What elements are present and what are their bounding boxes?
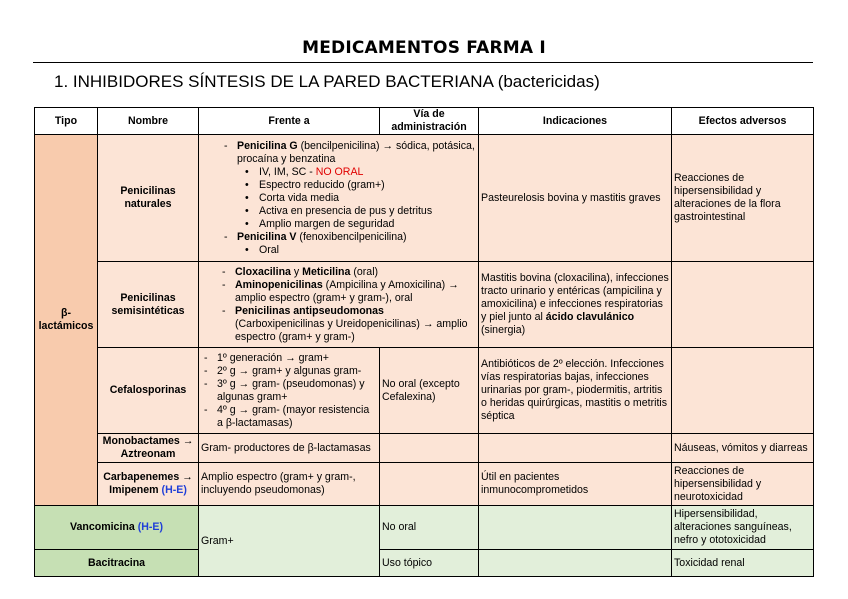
indicaciones-bacitracina: [479, 550, 672, 577]
table-row: [35, 463, 814, 506]
frente-carbapenemes: Amplio espectro (gram+ y gram-, incluyendo pseudomonas): [199, 463, 380, 506]
list-item: - 2º g → gram+ y algunas gram-: [217, 365, 377, 378]
nombre-vancomicina: Vancomicina (H-E): [35, 506, 199, 550]
efectos-vancomicina: Hipersensibilidad, alteraciones sanguíneas, nefro y ototoxicidad: [672, 506, 814, 550]
via-monobactames: [380, 434, 479, 463]
nombre-penicilinas-naturales: Penicilinas naturales: [98, 135, 199, 262]
header-efectos: Efectos adversos: [672, 108, 814, 135]
header-frente: Frente a: [199, 108, 380, 135]
frente-monobactames: Gram- productores de β-lactamasas: [199, 434, 380, 463]
indicaciones-penicilinas-naturales: Pasteurelosis bovina y mastitis graves: [479, 135, 672, 262]
nombre-carbapenemes: Carbapenemes → Imipenem (H-E): [98, 463, 199, 506]
indicaciones-monobactames: [479, 434, 672, 463]
list-item: - Cloxacilina y Meticilina (oral): [235, 266, 476, 279]
efectos-penicilinas-naturales: Reacciones de hipersensibilidad y alteraciones de la flora gastrointestinal: [672, 135, 814, 262]
indicaciones-carbapenemes: Útil en pacientes inmunocomprometidos: [479, 463, 672, 506]
via-vancomicina: No oral: [380, 506, 479, 550]
tipo-beta-lactamicos: β-lactámicos: [35, 135, 98, 506]
indicaciones-penicilinas-semisinteticas: Mastitis bovina (cloxacilina), infecciones tracto urinario y entéricas (ampicilina y amoxicilina) e infecciones respiratorias y piel junto al ácido clavulánico (sinergia): [479, 262, 672, 348]
nombre-bacitracina: Bacitracina: [35, 550, 199, 577]
list-item: - Penicilina G (bencilpenicilina) → sódica, potásica, procaína y benzatina • IV, IM, SC - NO ORAL • Espectro reducido (gram+) • Corta vida media • Activa en presencia de pus y detritus • Amplio margen de seguridad: [237, 140, 476, 231]
title-divider: [33, 62, 813, 63]
table-row: [35, 262, 814, 348]
frente-cefalosporinas: [199, 348, 380, 434]
table-row: [35, 135, 814, 262]
list-item: • Espectro reducido (gram+): [259, 179, 476, 192]
via-bacitracina: Uso tópico: [380, 550, 479, 577]
nombre-penicilinas-semisinteticas: Penicilinas semisintéticas: [98, 262, 199, 348]
header-tipo: Tipo: [35, 108, 98, 135]
list-item: - Penicilinas antipseudomonas (Carboxipenicilinas y Ureidopenicilinas) → amplio espectro (gram+ y gram-): [235, 305, 476, 344]
via-cefalosporinas: No oral (excepto Cefalexina): [380, 348, 479, 434]
list-item: • Oral: [259, 244, 476, 257]
table-row: [35, 506, 814, 550]
via-carbapenemes: [380, 463, 479, 506]
header-nombre: Nombre: [98, 108, 199, 135]
frente-penicilinas-naturales: [199, 135, 479, 262]
list-item: • IV, IM, SC - NO ORAL: [259, 166, 476, 179]
efectos-monobactames: Náuseas, vómitos y diarreas: [672, 434, 814, 463]
table-header-row: [35, 108, 814, 135]
efectos-cefalosporinas: [672, 348, 814, 434]
list-item: - Penicilina V (fenoxibencilpenicilina) • Oral: [237, 231, 476, 257]
efectos-bacitracina: Toxicidad renal: [672, 550, 814, 577]
indicaciones-cefalosporinas: Antibióticos de 2º elección. Infecciones vías respiratorias bajas, infecciones urinarias por gram-, piodermitis, artritis o heridas quirúrgicas, mastitis o metritis séptica: [479, 348, 672, 434]
list-item: • Activa en presencia de pus y detritus: [259, 205, 476, 218]
header-via: Vía de administración: [380, 108, 479, 135]
section-title: 1. INHIBIDORES SÍNTESIS DE LA PARED BACTERIANA (bactericidas): [54, 72, 600, 91]
list-item: - 4º g → gram- (mayor resistencia a β-lactamasas): [217, 404, 377, 430]
table-row: [35, 434, 814, 463]
list-item: • Amplio margen de seguridad: [259, 218, 476, 231]
frente-vancomicina-bacitracina: Gram+: [199, 506, 380, 577]
table-row: [35, 348, 814, 434]
list-item: - 3º g → gram- (pseudomonas) y algunas gram+: [217, 378, 377, 404]
efectos-carbapenemes: Reacciones de hipersensibilidad y neurotoxicidad: [672, 463, 814, 506]
table-row: [35, 550, 814, 577]
drug-table: [34, 107, 814, 577]
nombre-cefalosporinas: Cefalosporinas: [98, 348, 199, 434]
frente-penicilinas-semisinteticas: [199, 262, 479, 348]
list-item: - Aminopenicilinas (Ampicilina y Amoxicilina) → amplio espectro (gram+ y gram-), oral: [235, 279, 476, 305]
list-item: • Corta vida media: [259, 192, 476, 205]
header-indicaciones: Indicaciones: [479, 108, 672, 135]
list-item: - 1º generación → gram+: [217, 352, 377, 365]
page-title: MEDICAMENTOS FARMA I: [302, 38, 546, 58]
nombre-monobactames: Monobactames → Aztreonam: [98, 434, 199, 463]
efectos-penicilinas-semisinteticas: [672, 262, 814, 348]
indicaciones-vancomicina: [479, 506, 672, 550]
